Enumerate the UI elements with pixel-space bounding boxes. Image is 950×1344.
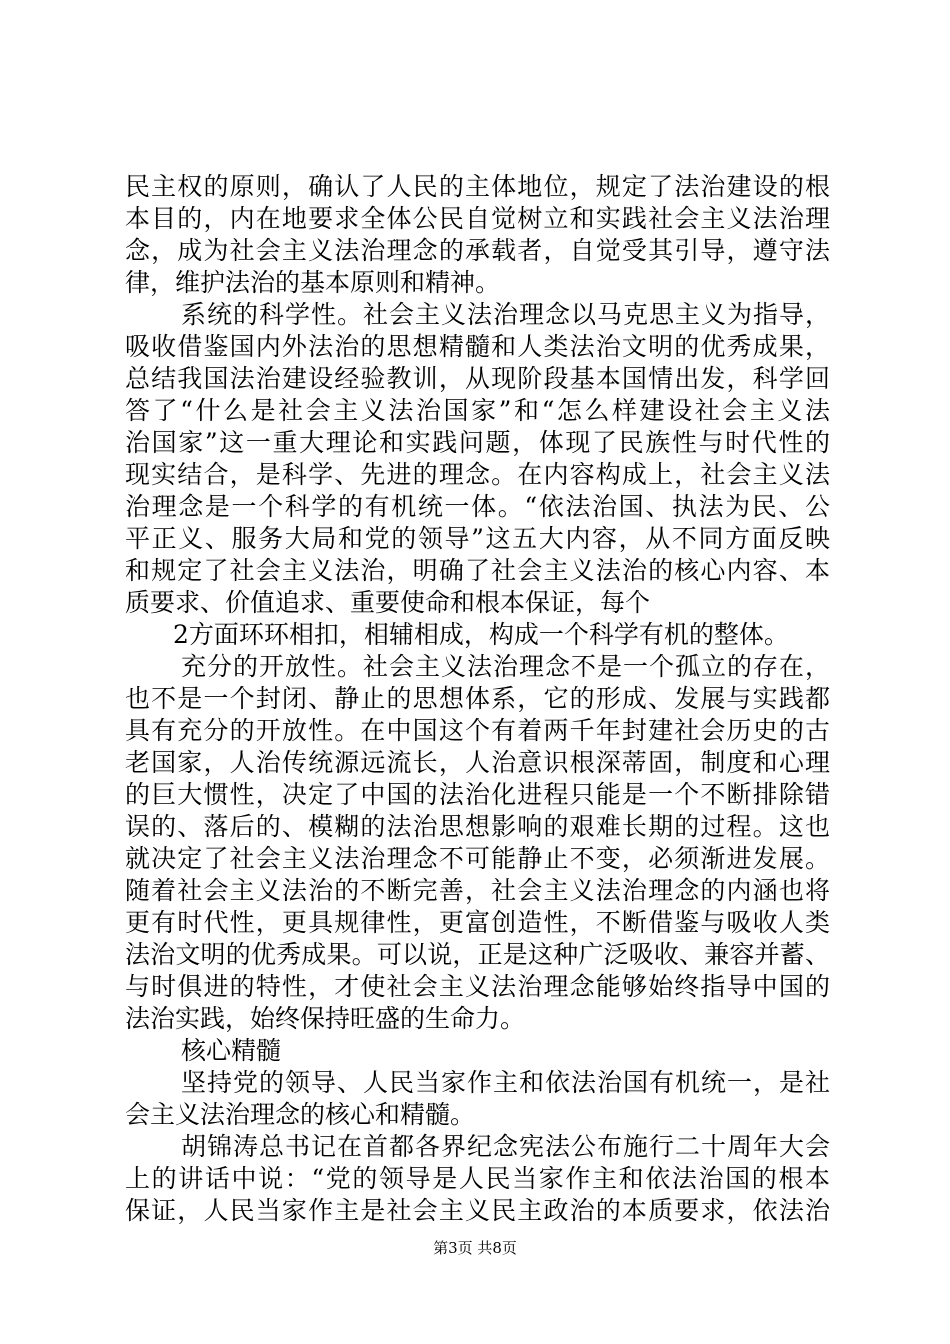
text-line: 坚持党的领导、人民当家作主和依法治国有机统一，是社 [181,1068,830,1097]
text-line: 平正义、服务大局和党的领导”这五大内容，从不同方面反映 [125,524,830,553]
text-line: 随着社会主义法治的不断完善，社会主义法治理念的内涵也将 [125,876,830,905]
text-line: 也不是一个封闭、静止的思想体系，它的形成、发展与实践都 [125,684,830,713]
text-line: 民主权的原则，确认了人民的主体地位，规定了法治建设的根 [125,172,830,201]
text-line: 法治文明的优秀成果。可以说，正是这种广泛吸收、兼容并蓄、 [125,940,830,969]
text-line: 老国家，人治传统源远流长，人治意识根深蒂固，制度和心理 [125,748,830,777]
text-line: 本目的，内在地要求全体公民自觉树立和实践社会主义法治理 [125,204,830,233]
text-line: 上的讲话中说：“党的领导是人民当家作主和依法治国的根本 [125,1164,830,1193]
text-line: 律，维护法治的基本原则和精神。 [125,268,501,297]
text-line: 具有充分的开放性。在中国这个有着两千年封建社会历史的古 [125,716,830,745]
text-line: 会主义法治理念的核心和精髓。 [125,1100,476,1129]
page-number-footer: 第3页 共8页 [433,1239,517,1257]
text-line: 治国家”这一重大理论和实践问题，体现了民族性与时代性的 [125,428,830,457]
text-line: 治理念是一个科学的有机统一体。“依法治国、执法为民、公 [125,492,830,521]
text-line: 法治实践，始终保持旺盛的生命力。 [125,1004,526,1033]
text-line: 误的、落后的、模糊的法治思想影响的艰难长期的过程。这也 [125,812,830,841]
text-line: 保证，人民当家作主是社会主义民主政治的本质要求，依法治 [125,1196,830,1225]
text-line: 质要求、价值追求、重要使命和根本保证，每个 [125,588,651,617]
text-line: 与时俱进的特性，才使社会主义法治理念能够始终指导中国的 [125,972,830,1001]
text-line: 现实结合，是科学、先进的理念。在内容构成上，社会主义法 [125,460,830,489]
text-line: 系统的科学性。社会主义法治理念以马克思主义为指导， [181,300,830,329]
text-line: 总结我国法治建设经验教训，从现阶段基本国情出发，科学回 [125,364,830,393]
text-line: 吸收借鉴国内外法治的思想精髓和人类法治文明的优秀成果， [125,332,830,361]
text-line: 就决定了社会主义法治理念不可能静止不变，必须渐进发展。 [125,844,830,873]
text-line: 念，成为社会主义法治理念的承载者，自觉受其引导，遵守法 [125,236,830,265]
text-line: 更有时代性，更具规律性，更富创造性，不断借鉴与吸收人类 [125,908,830,937]
text-line: 胡锦涛总书记在首都各界纪念宪法公布施行二十周年大会 [181,1132,830,1161]
text-line: 2方面环环相扣，相辅相成，构成一个科学有机的整体。 [173,620,789,649]
text-line: 和规定了社会主义法治，明确了社会主义法治的核心内容、本 [125,556,830,585]
text-line: 充分的开放性。社会主义法治理念不是一个孤立的存在， [181,652,830,681]
text-line: 的巨大惯性，决定了中国的法治化进程只能是一个不断排除错 [125,780,830,809]
text-line: 答了“什么是社会主义法治国家”和“怎么样建设社会主义法 [125,396,830,425]
section-heading: 核心精髓 [181,1036,282,1065]
document-body [125,171,830,1227]
